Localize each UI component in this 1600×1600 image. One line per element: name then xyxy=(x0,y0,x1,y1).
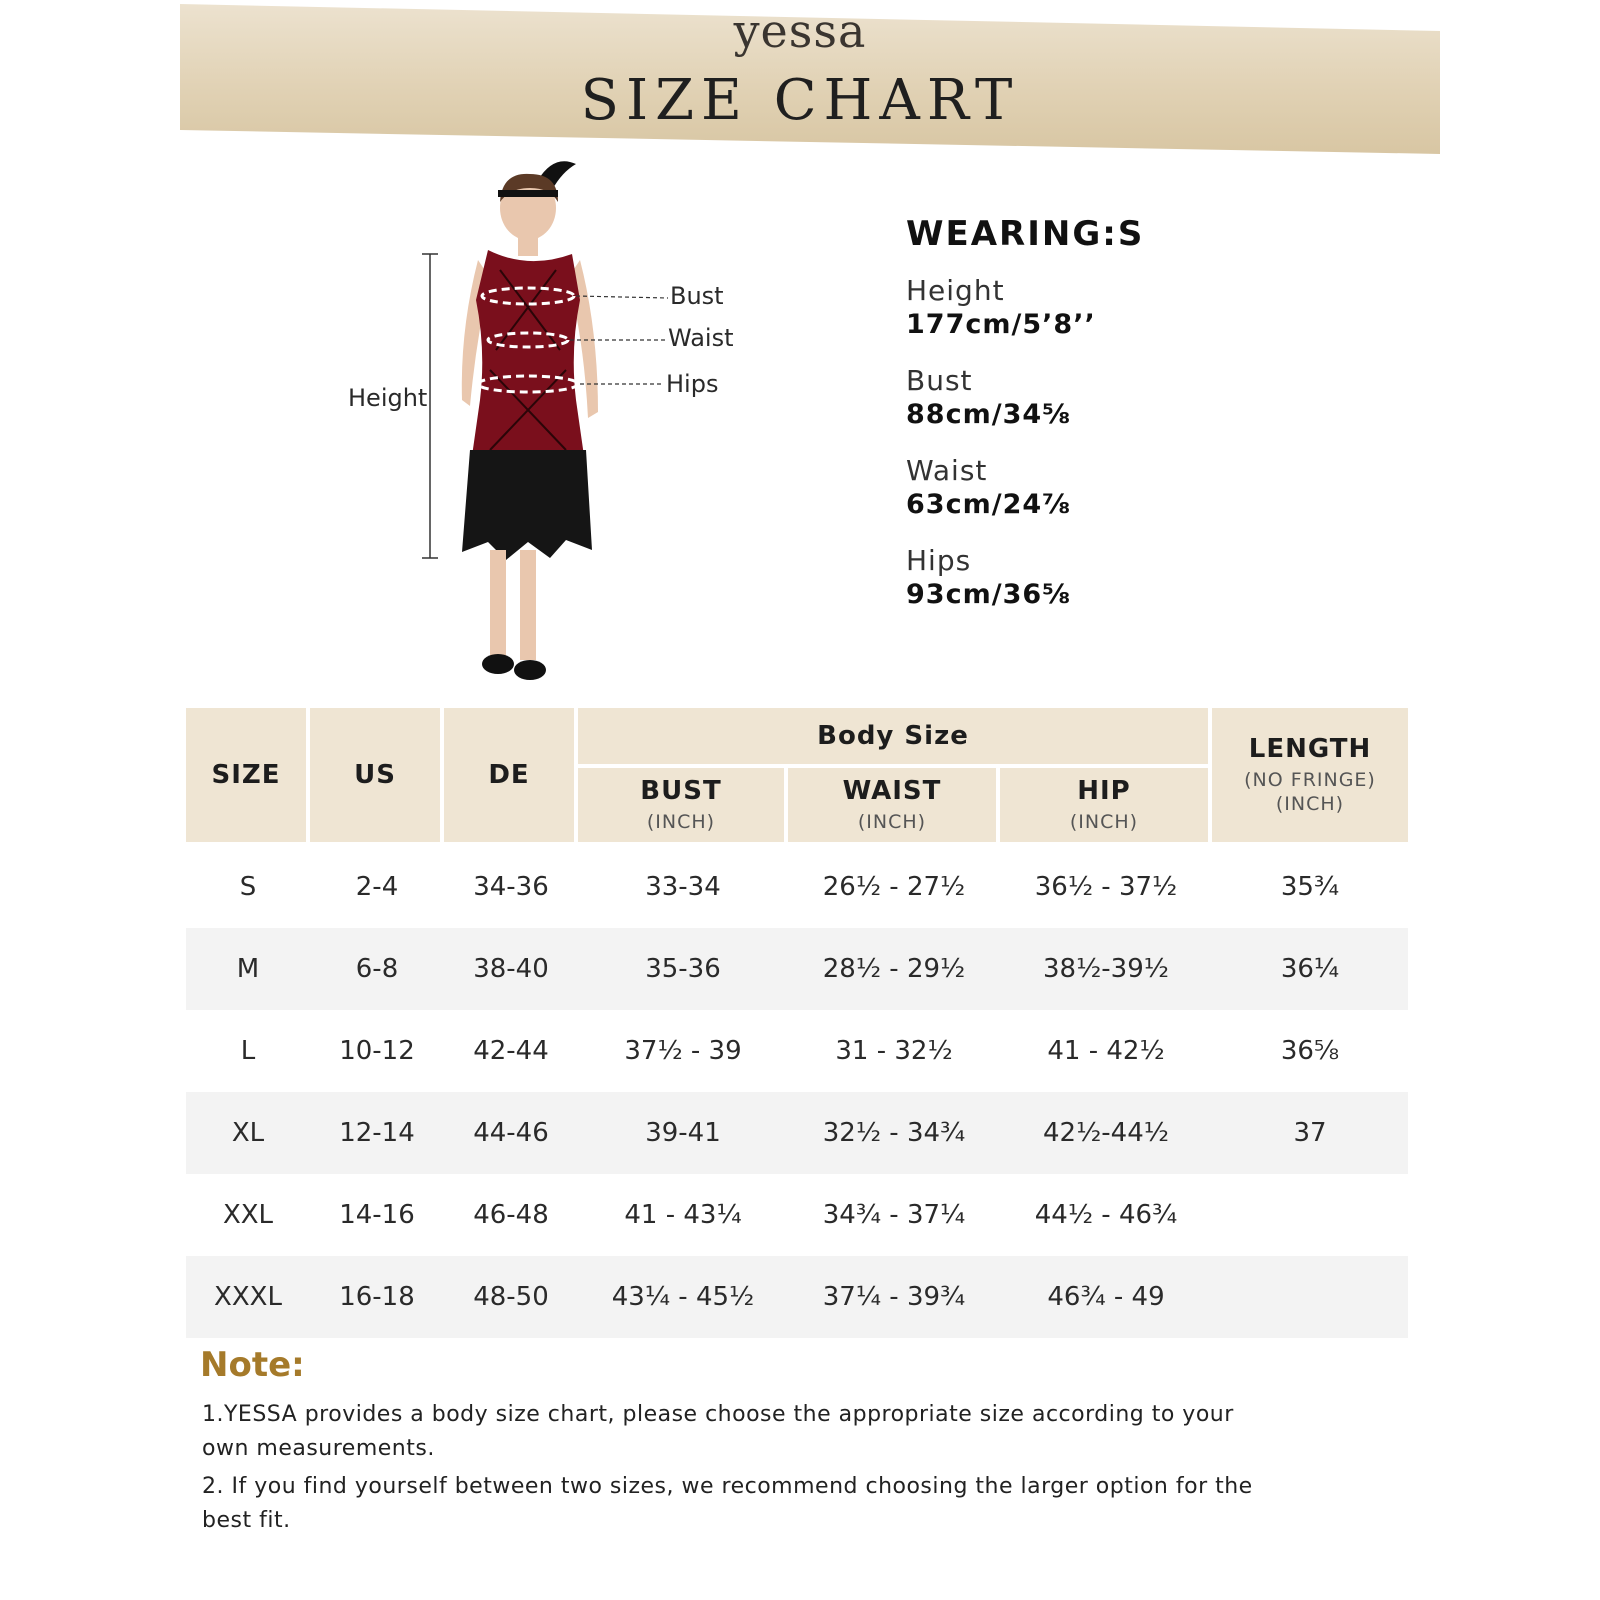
cell-waist: 32½ - 34¾ xyxy=(822,1118,966,1148)
measurement-label: Height xyxy=(906,274,1005,307)
cell-de: 34-36 xyxy=(473,872,549,902)
cell-hip: 38½-39½ xyxy=(1043,954,1169,984)
measurement-value: 63cm/24⅞ xyxy=(906,489,1072,520)
cell-bust: 41 - 43¼ xyxy=(624,1200,742,1230)
header-us xyxy=(310,708,440,842)
table-row xyxy=(186,1010,1408,1092)
table-row xyxy=(186,1092,1408,1174)
cell-de: 44-46 xyxy=(473,1118,549,1148)
table-row xyxy=(186,928,1408,1010)
measurement-value: 177cm/5’8’’ xyxy=(906,309,1096,340)
table-row xyxy=(186,1256,1408,1338)
cell-us: 6-8 xyxy=(355,954,399,984)
cell-length: 36⅝ xyxy=(1280,1036,1340,1066)
cell-bust: 37½ - 39 xyxy=(624,1036,742,1066)
cell-hip: 46¾ - 49 xyxy=(1047,1282,1165,1312)
bust-label: Bust xyxy=(670,282,724,310)
cell-waist: 31 - 32½ xyxy=(835,1036,953,1066)
cell-de: 48-50 xyxy=(473,1282,549,1312)
cell-de: 46-48 xyxy=(473,1200,549,1230)
brand-name: yessa xyxy=(733,4,867,58)
header-de xyxy=(444,708,574,842)
note-line: own measurements. xyxy=(202,1436,435,1461)
header-unit: (INCH) xyxy=(1069,811,1139,833)
cell-size: S xyxy=(239,872,257,902)
cell-waist: 26½ - 27½ xyxy=(822,872,966,902)
cell-waist: 37¼ - 39¾ xyxy=(822,1282,966,1312)
cell-bust: 39-41 xyxy=(645,1118,721,1148)
cell-us: 14-16 xyxy=(339,1200,415,1230)
cell-hip: 42½-44½ xyxy=(1043,1118,1169,1148)
measurement-label: Bust xyxy=(906,364,973,397)
cell-bust: 35-36 xyxy=(645,954,721,984)
cell-us: 16-18 xyxy=(339,1282,415,1312)
table-row xyxy=(186,846,1408,928)
measurement-height xyxy=(906,274,1406,340)
header-size xyxy=(186,708,306,842)
cell-hip: 44½ - 46¾ xyxy=(1034,1200,1178,1230)
header-unit: (INCH) xyxy=(646,811,716,833)
measurement-waist xyxy=(906,454,1406,520)
cell-bust: 33-34 xyxy=(645,872,721,902)
header-label: WAIST xyxy=(842,776,942,806)
table-row xyxy=(186,1174,1408,1256)
cell-waist: 28½ - 29½ xyxy=(822,954,966,984)
header-unit: (INCH) xyxy=(857,811,927,833)
header-label: BUST xyxy=(640,776,722,806)
cell-us: 2-4 xyxy=(355,872,399,902)
header-label: Body Size xyxy=(817,721,969,751)
cell-length: 36¼ xyxy=(1280,954,1340,984)
note-line: best fit. xyxy=(202,1508,291,1533)
cell-de: 38-40 xyxy=(473,954,549,984)
measurement-label: Waist xyxy=(906,454,988,487)
cell-size: M xyxy=(236,954,260,984)
cell-size: XL xyxy=(231,1118,265,1148)
header-label: SIZE xyxy=(211,760,281,790)
measurement-label: Hips xyxy=(906,544,972,577)
cell-size: XXL xyxy=(222,1200,274,1230)
cell-length: 35¾ xyxy=(1280,872,1340,902)
page-title: SIZE CHART xyxy=(580,68,1020,133)
cell-length: 37 xyxy=(1293,1118,1327,1148)
cell-hip: 41 - 42½ xyxy=(1047,1036,1165,1066)
note-line: 2. If you find yourself between two sizes, we recommend choosing the larger option for the xyxy=(202,1474,1253,1499)
measurement-value: 88cm/34⅝ xyxy=(906,399,1072,430)
height-label: Height xyxy=(348,384,428,412)
cell-size: L xyxy=(240,1036,256,1066)
header-label: LENGTH xyxy=(1248,734,1372,764)
header-bust xyxy=(578,768,784,842)
measurement-value: 93cm/36⅝ xyxy=(906,579,1072,610)
model-illustration xyxy=(330,150,750,700)
header-length xyxy=(1212,708,1408,842)
table-header xyxy=(186,708,1408,846)
cell-us: 12-14 xyxy=(339,1118,415,1148)
cell-waist: 34¾ - 37¼ xyxy=(822,1200,966,1230)
size-table xyxy=(186,708,1408,1338)
wearing-size: WEARING:S xyxy=(906,214,1145,254)
header-note: (NO FRINGE) xyxy=(1244,769,1376,791)
header-label: US xyxy=(354,760,396,790)
cell-us: 10-12 xyxy=(339,1036,415,1066)
header-hip xyxy=(1000,768,1208,842)
cell-de: 42-44 xyxy=(473,1036,549,1066)
header-waist xyxy=(788,768,996,842)
note-line: 1.YESSA provides a body size chart, please choose the appropriate size according to your xyxy=(202,1402,1234,1427)
header-label: HIP xyxy=(1077,776,1131,806)
model-figure xyxy=(330,150,750,700)
measurement-bust xyxy=(906,364,1406,430)
cell-size: XXXL xyxy=(214,1282,282,1312)
hips-label: Hips xyxy=(666,370,719,398)
header-unit: (INCH) xyxy=(1275,793,1345,815)
model-measurements xyxy=(906,214,1406,634)
measurement-hips xyxy=(906,544,1406,610)
header-label: DE xyxy=(488,760,530,790)
cell-bust: 43¼ - 45½ xyxy=(611,1282,755,1312)
header-body-size xyxy=(578,708,1208,764)
cell-hip: 36½ - 37½ xyxy=(1034,872,1178,902)
note-title: Note: xyxy=(200,1345,305,1385)
waist-label: Waist xyxy=(668,324,734,352)
